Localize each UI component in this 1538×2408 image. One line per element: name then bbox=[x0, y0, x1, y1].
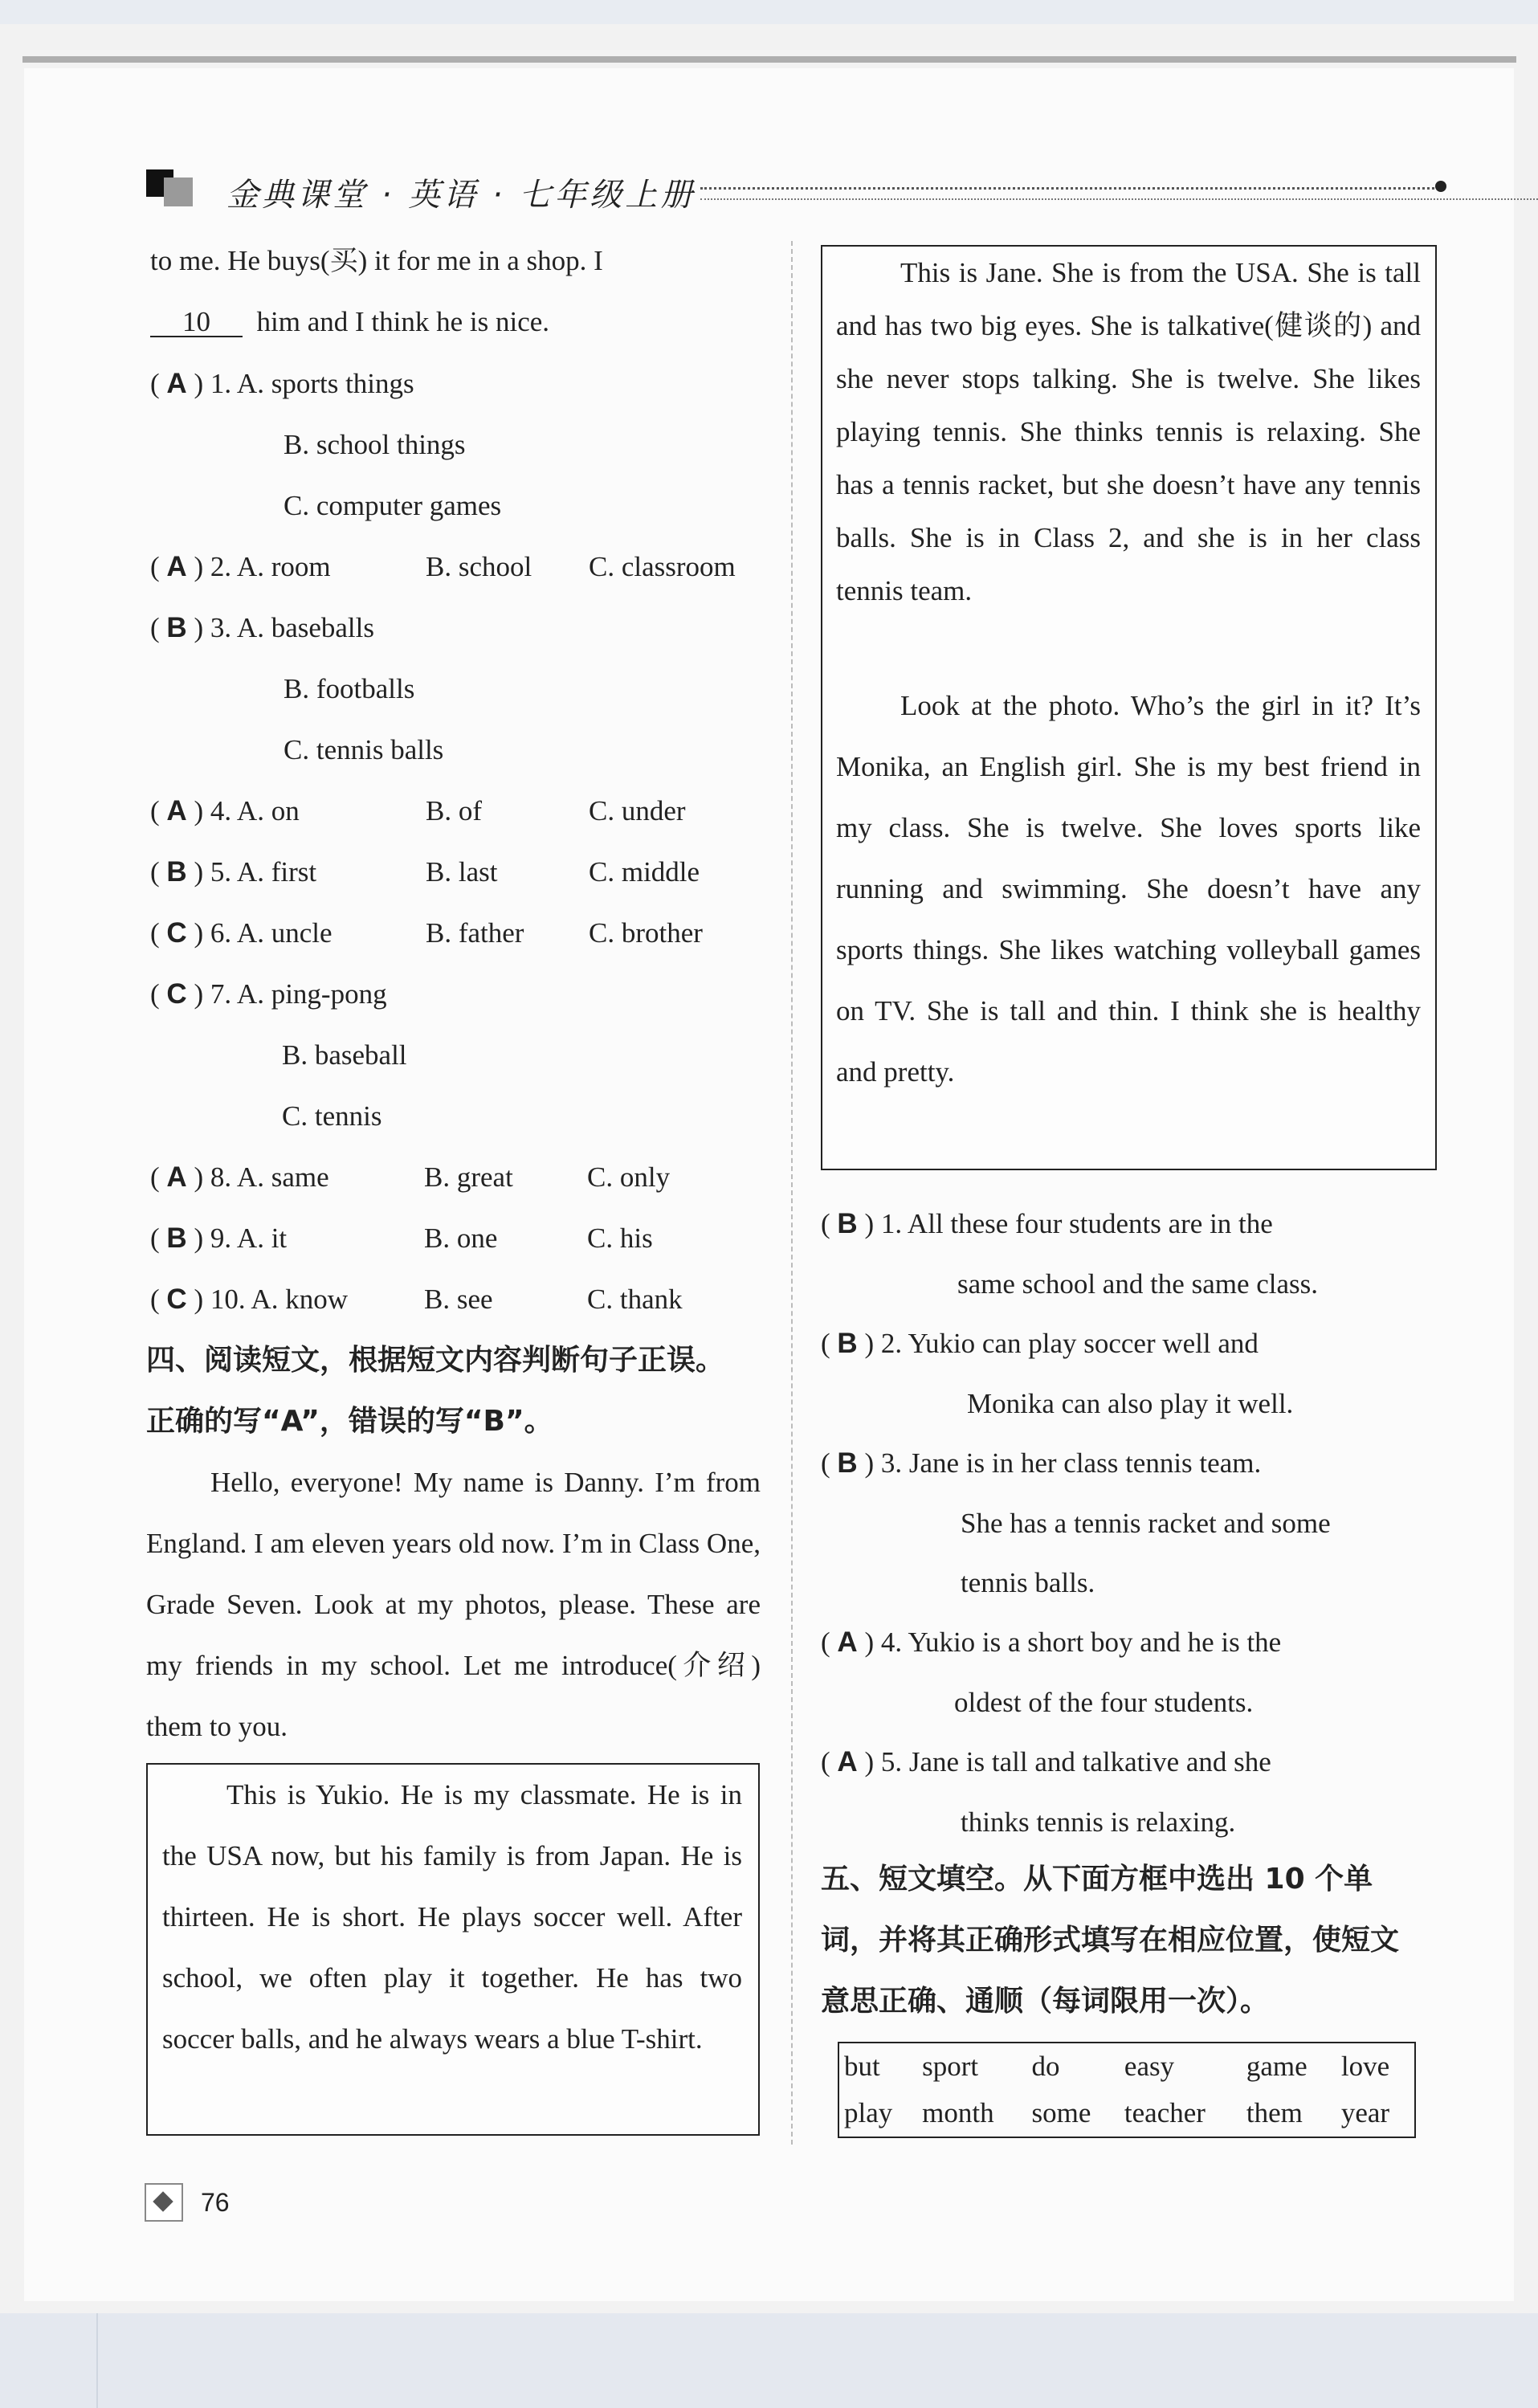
judgment-num: 5. bbox=[880, 1746, 903, 1777]
question-3-opt-b: B. footballs bbox=[284, 673, 415, 704]
question-9-opt-c: C. his bbox=[587, 1222, 653, 1254]
question-2-opt-c: C. classroom bbox=[589, 551, 736, 582]
answer-9: B bbox=[166, 1222, 187, 1254]
question-9: ( B ) 9. A. it bbox=[150, 1222, 288, 1254]
judgment-2: ( B ) 2. Yukio can play soccer well and bbox=[821, 1328, 1259, 1359]
column-divider bbox=[791, 241, 793, 2145]
option: A. baseballs bbox=[236, 612, 374, 643]
page-number-diamond-icon bbox=[145, 2183, 183, 2222]
question-6: ( C ) 6. A. uncle bbox=[150, 917, 332, 949]
word: year bbox=[1340, 2097, 1390, 2128]
option: A. room bbox=[236, 551, 331, 582]
question-3-opt-c: C. tennis balls bbox=[284, 734, 444, 765]
option: A. same bbox=[236, 1161, 329, 1193]
question-4-opt-c: C. under bbox=[589, 795, 686, 826]
judgment-text: Jane is in her class tennis team. bbox=[908, 1447, 1262, 1479]
section-5-heading-line-2: 词，并将其正确形式填写在相应位置，使短文 bbox=[821, 1924, 1400, 1957]
question-10: ( C ) 10. A. know bbox=[150, 1284, 348, 1315]
word: play bbox=[844, 2097, 893, 2128]
question-5-opt-b: B. last bbox=[426, 856, 498, 888]
question-num: 2. bbox=[210, 551, 232, 582]
answer-5: B bbox=[166, 856, 187, 888]
bottom-scan-band bbox=[0, 2313, 1538, 2408]
word-table bbox=[839, 2043, 1414, 2137]
judgment-3: ( B ) 3. Jane is in her class tennis team. bbox=[821, 1447, 1262, 1479]
question-10-opt-b: B. see bbox=[424, 1284, 493, 1315]
option: A. on bbox=[236, 795, 300, 826]
header-dotted-rule-2 bbox=[700, 198, 1538, 200]
intro-line-2 bbox=[150, 308, 549, 337]
reading-passage-intro: Hello, everyone! My name is Danny. I’m from England. I am eleven years old now. I’m in Class One, Grade Seven. Look at my photos, please. These are my friends in my school. Let me introduce(介绍) them to you. bbox=[146, 1467, 761, 1742]
question-7-opt-b: B. baseball bbox=[282, 1039, 407, 1071]
option: A. it bbox=[236, 1222, 288, 1254]
jane-text: This is Jane. She is from the USA. She is tall and has two big eyes. She is talkative(健谈的) and she never stops talking. She is twelve. She likes playing tennis. She thinks tennis is relaxing. She has a tennis racket, but she doesn’t have any tennis balls. She is in Class 2, and she is in her class tennis team. bbox=[836, 257, 1421, 606]
option: A. know bbox=[251, 1284, 348, 1315]
question-9-opt-b: B. one bbox=[424, 1222, 498, 1254]
option: A. uncle bbox=[236, 917, 332, 949]
word: do bbox=[1031, 2051, 1060, 2082]
word: them bbox=[1246, 2097, 1303, 2128]
answer-6: C bbox=[166, 917, 187, 949]
header-dot-icon bbox=[1435, 181, 1446, 192]
judgment-4-line-2: oldest of the four students. bbox=[954, 1687, 1254, 1718]
option: A. ping-pong bbox=[236, 978, 387, 1010]
question-num: 4. bbox=[210, 795, 232, 826]
answer-10: C bbox=[166, 1284, 187, 1315]
question-2-opt-b: B. school bbox=[426, 551, 532, 582]
word: teacher bbox=[1124, 2097, 1206, 2128]
question-3: ( B ) 3. A. baseballs bbox=[150, 612, 374, 643]
word: love bbox=[1340, 2051, 1390, 2082]
question-4: ( A ) 4. A. on bbox=[150, 795, 300, 826]
section-5-heading-line-1: 五、短文填空。从下面方框中选出 10 个单 bbox=[821, 1863, 1373, 1896]
question-7: ( C ) 7. A. ping-pong bbox=[150, 978, 387, 1010]
option: A. first bbox=[236, 856, 317, 888]
answer-4: A bbox=[166, 795, 187, 826]
logo-shadow-icon bbox=[164, 178, 193, 206]
yukio-text: This is Yukio. He is my classmate. He is in the USA now, but his family is from Japan. He is thirteen. He is short. He plays soccer well. After school, we often play it together. He has two soccer balls, and he always wears a blue T-shirt. bbox=[162, 1779, 742, 2055]
word: some bbox=[1031, 2097, 1091, 2128]
judgment-num: 1. bbox=[880, 1208, 903, 1239]
judgment-num: 3. bbox=[880, 1447, 903, 1479]
question-8-opt-c: C. only bbox=[587, 1161, 671, 1193]
judgment-5-line-2: thinks tennis is relaxing. bbox=[961, 1806, 1236, 1838]
word: sport bbox=[922, 2051, 979, 2082]
judgment-4: ( A ) 4. Yukio is a short boy and he is the bbox=[821, 1626, 1282, 1658]
monika-text: Look at the photo. Who’s the girl in it? It’s Monika, an English girl. She is my best friend in my class. She is twelve. She loves sports like running and swimming. She doesn’t have any sports things. She likes watching volleyball games on TV. She is tall and thin. I think she is healthy and pretty. bbox=[836, 690, 1421, 1088]
word: month bbox=[922, 2097, 994, 2128]
judgment-1: ( B ) 1. All these four students are in the bbox=[821, 1208, 1273, 1239]
question-1-opt-c: C. computer games bbox=[284, 490, 502, 521]
judgment-answer-3: B bbox=[837, 1447, 858, 1479]
word: easy bbox=[1124, 2051, 1175, 2082]
judgment-3-line-2: She has a tennis racket and some bbox=[961, 1508, 1331, 1539]
header-dotted-rule bbox=[700, 187, 1439, 190]
question-num: 3. bbox=[210, 612, 232, 643]
judgment-2-line-2: Monika can also play it well. bbox=[967, 1388, 1294, 1419]
option: A. sports things bbox=[236, 368, 414, 399]
page-number: 76 bbox=[201, 2188, 230, 2217]
jane-box bbox=[821, 245, 1437, 679]
judgment-num: 2. bbox=[880, 1328, 903, 1359]
question-num: 7. bbox=[210, 978, 232, 1010]
answer-8: A bbox=[166, 1161, 187, 1193]
question-6-opt-b: B. father bbox=[426, 917, 524, 949]
question-8: ( A ) 8. A. same bbox=[150, 1161, 329, 1193]
question-num: 6. bbox=[210, 917, 232, 949]
page-header bbox=[146, 165, 1447, 213]
question-6-opt-c: C. brother bbox=[589, 917, 703, 949]
question-10-opt-c: C. thank bbox=[587, 1284, 683, 1315]
judgment-answer-4: A bbox=[837, 1626, 858, 1658]
question-num: 8. bbox=[210, 1161, 232, 1193]
answer-2: A bbox=[166, 551, 187, 582]
question-5: ( B ) 5. A. first bbox=[150, 856, 317, 888]
word-box bbox=[838, 2042, 1416, 2138]
question-num: 10. bbox=[210, 1284, 246, 1315]
question-num: 5. bbox=[210, 856, 232, 888]
question-num: 9. bbox=[210, 1222, 232, 1254]
question-num: 1. bbox=[210, 368, 232, 399]
answer-3: B bbox=[166, 612, 187, 643]
judgment-5: ( A ) 5. Jane is tall and talkative and she bbox=[821, 1746, 1271, 1777]
answer-blank-10: 10 bbox=[150, 308, 243, 337]
word-row-2 bbox=[839, 2090, 1414, 2137]
judgment-text: Jane is tall and talkative and she bbox=[908, 1746, 1271, 1777]
judgment-text: All these four students are in the bbox=[907, 1208, 1273, 1239]
question-1: ( A ) 1. A. sports things bbox=[150, 368, 414, 399]
question-7-opt-c: C. tennis bbox=[282, 1100, 382, 1132]
question-8-opt-b: B. great bbox=[424, 1161, 513, 1193]
judgment-text: Yukio is a short boy and he is the bbox=[908, 1626, 1282, 1658]
intro-line-1: to me. He buys(买) it for me in a shop. I bbox=[150, 245, 603, 276]
yukio-box bbox=[146, 1763, 760, 2136]
header-title: 金典课堂 · 英语 · 七年级上册 bbox=[226, 177, 696, 214]
intro-line-2-rest: him and I think he is nice. bbox=[256, 306, 550, 337]
top-scan-band bbox=[0, 0, 1538, 24]
section-5-heading-line-3: 意思正确、通顺（每词限用一次）。 bbox=[821, 1985, 1270, 2018]
judgment-3-line-3: tennis balls. bbox=[961, 1567, 1095, 1598]
judgment-num: 4. bbox=[880, 1626, 903, 1658]
word: but bbox=[844, 2051, 880, 2082]
question-1-opt-b: B. school things bbox=[284, 429, 466, 460]
answer-1: A bbox=[166, 368, 187, 399]
section-4-heading-line-1: 四、阅读短文，根据短文内容判断句子正误。 bbox=[146, 1344, 725, 1377]
question-4-opt-b: B. of bbox=[426, 795, 482, 826]
judgment-1-line-2: same school and the same class. bbox=[957, 1268, 1319, 1300]
word-row-1 bbox=[839, 2043, 1414, 2090]
judgment-answer-1: B bbox=[837, 1208, 858, 1239]
monika-box bbox=[821, 675, 1437, 1170]
question-5-opt-c: C. middle bbox=[589, 856, 700, 888]
judgment-answer-5: A bbox=[837, 1746, 858, 1777]
section-4-heading-line-2: 正确的写“A”，错误的写“B”。 bbox=[146, 1405, 553, 1438]
word: game bbox=[1246, 2051, 1308, 2082]
judgment-answer-2: B bbox=[837, 1328, 858, 1359]
judgment-text: Yukio can play soccer well and bbox=[908, 1328, 1259, 1359]
question-2: ( A ) 2. A. room bbox=[150, 551, 331, 582]
top-rule bbox=[22, 56, 1516, 63]
answer-7: C bbox=[166, 978, 187, 1010]
